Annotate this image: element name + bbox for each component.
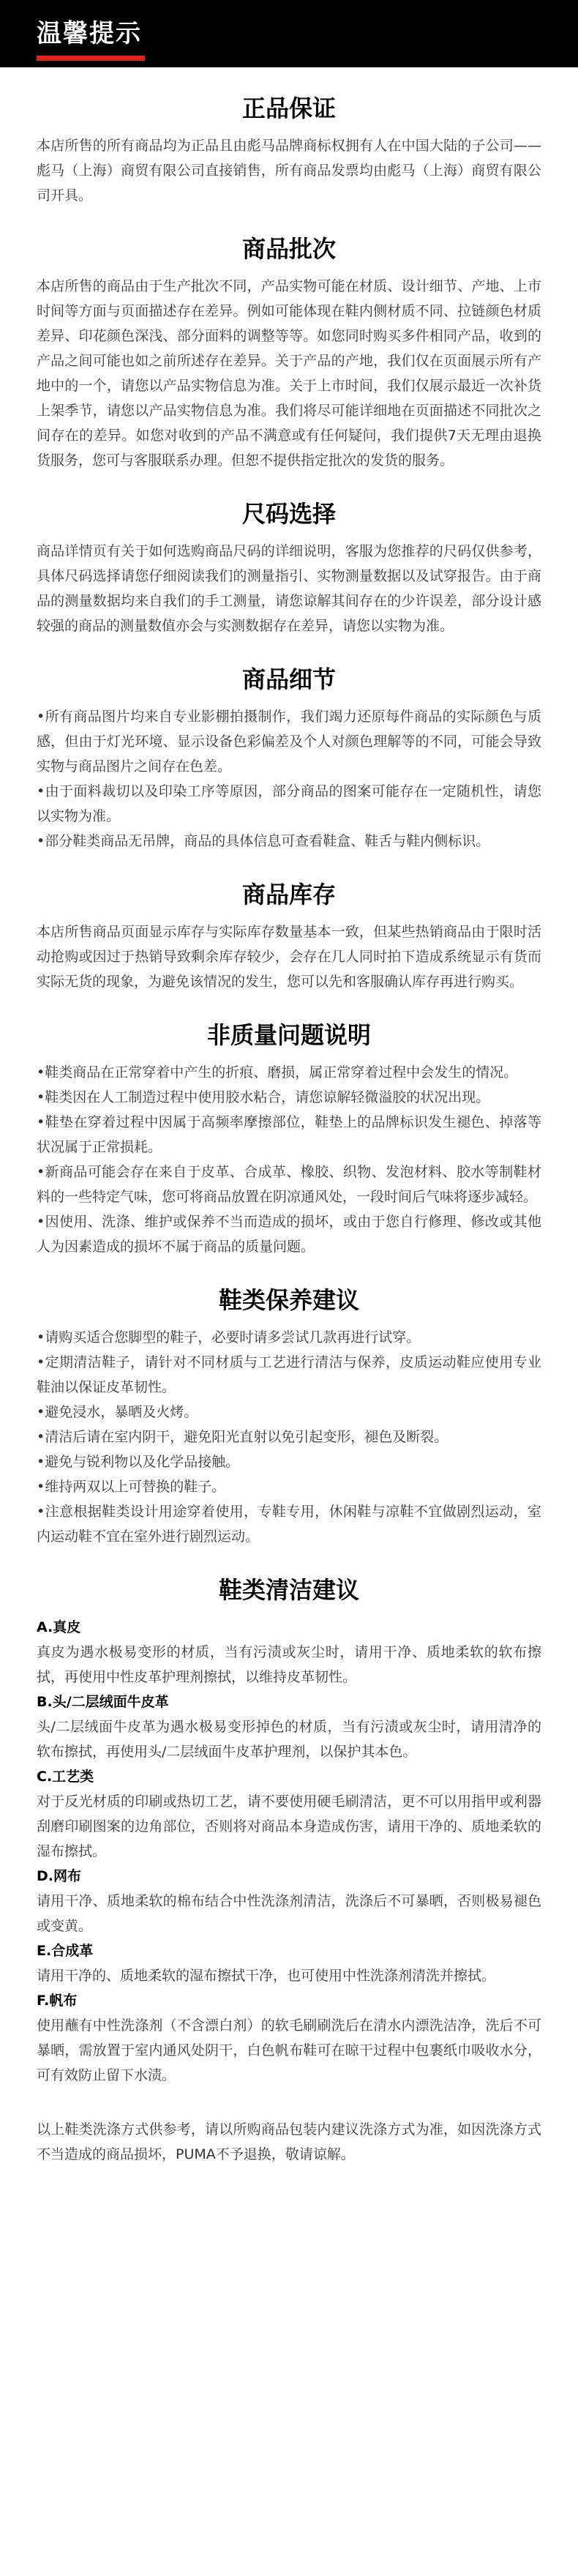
section-title: 鞋类保养建议 <box>218 1286 359 1314</box>
bullet-item: •维持两双以上可替换的鞋子。 <box>37 1479 226 1495</box>
bullet-item: •部分鞋类商品无吊牌，商品的具体信息可查看鞋盒、鞋舌与鞋内侧标识。 <box>37 833 490 849</box>
section-paragraph: 本店所售的所有商品均为正品且由彪马品牌商标权拥有人在中国大陆的子公司——彪马（上海）商贸有限公司直接销售，所有商品发票均由彪马（上海）商贸有限公司开具。 <box>37 138 541 204</box>
bullet-item: •注意根据鞋类设计用途穿着使用，专鞋专用，休闲鞋与凉鞋不宜做剧烈运动，室内运动鞋不宜在室外进行剧烈运动。 <box>37 1504 541 1545</box>
subsection-title: E.合成革 <box>37 1943 94 1959</box>
section-title: 正品保证 <box>241 94 336 122</box>
subsection-title: A.真皮 <box>37 1619 81 1635</box>
section-title: 商品细节 <box>241 665 336 693</box>
bullet-item: •鞋类因在人工制造过程中使用胶水粘合，请您谅解轻微溢胶的状况出现。 <box>37 1089 490 1105</box>
header-banner <box>0 0 578 67</box>
footer-note: 以上鞋类洗涤方式供参考，请以所购商品包装内建议洗涤方式为准，如因洗涤方式不当造成的商品损坏，PUMA不予退换，敬请谅解。 <box>37 2121 541 2162</box>
subsection-text: 请用干净、质地柔软的棉布结合中性洗涤剂清洁，洗涤后不可暴晒，否则极易褪色或变黄。 <box>37 1893 541 1934</box>
bullet-item: •新商品可能会存在来自于皮革、合成革、橡胶、织物、发泡材料、胶水等制鞋材料的一些特定气味，您可将商品放置在阴凉通风处，一段时间后气味将逐步减轻。 <box>37 1164 541 1205</box>
section-title: 非质量问题说明 <box>206 1021 371 1049</box>
bullet-item: •鞋类商品在正常穿着中产生的折痕、磨损，属正常穿着过程中会发生的情况。 <box>37 1064 518 1080</box>
section-shoe-care <box>37 1285 541 1549</box>
subsection-text: 对于反光材质的印刷或热切工艺，请不要使用硬毛刷清洁，更不可以用指甲或利器刮磨印刷图案的边角部位，否则将对商品本身造成伤害，请用干净的、质地柔软的湿布擦拭。 <box>37 1793 541 1859</box>
section-title: 商品批次 <box>241 235 336 263</box>
section-paragraph: 商品详情页有关于如何选购商品尺码的详细说明，客服为您推荐的尺码仅供参考，具体尺码选择请您仔细阅读我们的测量指引、实物测量数据以及试穿报告。由于商品的测量数据均来自我们的手工测量，请您谅解其间存在的少许误差，部分设计感较强的商品的测量数值亦会与实测数据存在差异，请您以实物为准。 <box>37 543 541 634</box>
section-title: 尺码选择 <box>241 500 336 528</box>
bullet-item: •避免与锐利物以及化学品接触。 <box>37 1454 240 1470</box>
section-batch <box>37 234 541 473</box>
title-underline <box>37 56 145 61</box>
subsection-text: 真皮为遇水极易变形的材质，当有污渍或灰尘时，请用干净、质地柔软的软布擦拭，再使用中性皮革护理剂擦拭，以维持皮革韧性。 <box>37 1644 541 1685</box>
bullet-item: •因使用、洗涤、维护或保养不当而造成的损坏，或由于您自行修理、修改或其他人为因素造成的损坏不属于商品的质量问题。 <box>37 1214 541 1255</box>
subsection-text: 请用干净的、质地柔软的湿布擦拭干净，也可使用中性洗涤剂清洗并擦拭。 <box>37 1968 496 1984</box>
bullet-item: •鞋垫在穿着过程中因属于高频率摩擦部位，鞋垫上的品牌标识发生褪色、掉落等状况属于正常损耗。 <box>37 1114 541 1155</box>
section-non-quality-issues <box>37 1020 541 1259</box>
section-paragraph: 本店所售的商品由于生产批次不同，产品实物可能在材质、设计细节、产地、上市时间等方面与页面描述存在差异。例如可能体现在鞋内侧材质不同、拉链颜色材质差异、印花颜色深浅、部分面料的调整等等。如您同时购买多件相同产品，收到的产品之间可能也如之前所述存在差异。关于产品的产地，我们仅在页面展示所有产地中的一个，请您以产品实物信息为准。关于上市时间，我们仅展示最近一次补货上架季节，请您以产品实物信息为准。我们将尽可能详细地在页面描述不同批次之间存在的差异。如您对收到的产品不满意或有任何疑问，我们提供7天无理由退换货服务，您可与客服联系办理。但恕不提供指定批次的发货的服务。 <box>37 278 541 468</box>
section-product-details <box>37 665 541 854</box>
bullet-item: •清洁后请在室内阴干，避免阳光直射以免引起变形，褪色及断裂。 <box>37 1429 448 1445</box>
bullet-item: •所有商品图片均来自专业影棚拍摄制作，我们竭力还原每件商品的实际颜色与质感，但由于灯光环境、显示设备色彩偏差及个人对颜色理解等的不同，可能会导致实物与商品图片之间存在色差。 <box>37 709 541 774</box>
bullet-item: •请购买适合您脚型的鞋子，必要时请多尝试几款再进行试穿。 <box>37 1329 421 1345</box>
section-title: 商品库存 <box>241 881 336 908</box>
section-shoe-cleaning <box>37 1575 541 2088</box>
section-paragraph: 本店所售商品页面显示库存与实际库存数量基本一致，但某些热销商品由于限时活动抢购或因过于热销导致剩余库存较少，会存在几人同时拍下造成系统显示有货而实际无货的现象，为避免该情况的发生，您可以先和客服确认库存再进行购买。 <box>37 924 541 990</box>
content <box>0 94 578 2167</box>
subsection-title: F.帆布 <box>37 1993 78 2009</box>
section-authenticity <box>37 94 541 208</box>
subsection-title: B.头/二层绒面牛皮革 <box>37 1694 169 1710</box>
subsection-text: 使用蘸有中性洗涤剂（不含漂白剂）的软毛刷刷洗后在清水内漂洗洁净，洗后不可暴晒，需放置于室内通风处阴干，白色帆布鞋可在晾干过程中包裹纸巾吸收水分，可有效防止留下水渍。 <box>37 2017 541 2083</box>
bullet-item: •定期清洁鞋子，请针对不同材质与工艺进行清洁与保养，皮质运动鞋应使用专业鞋油以保证皮革韧性。 <box>37 1354 541 1395</box>
section-size-selection <box>37 499 541 638</box>
section-title: 鞋类清洁建议 <box>218 1576 359 1604</box>
bullet-item: •避免浸水，暴晒及火烤。 <box>37 1404 198 1420</box>
bullet-item: •由于面料裁切以及印染工序等原因，部分商品的图案可能存在一定随机性，请您以实物为准。 <box>37 783 541 824</box>
subsection-title: D.网布 <box>37 1868 81 1884</box>
subsection-text: 头/二层绒面牛皮革为遇水极易变形掉色的材质，当有污渍或灰尘时，请用清净的软布擦拭，再使用头/二层绒面牛皮革护理剂，以保护其本色。 <box>37 1719 541 1760</box>
section-inventory <box>37 880 541 994</box>
subsection-title: C.工艺类 <box>37 1769 94 1785</box>
page-title: 温馨提示 <box>37 19 142 48</box>
